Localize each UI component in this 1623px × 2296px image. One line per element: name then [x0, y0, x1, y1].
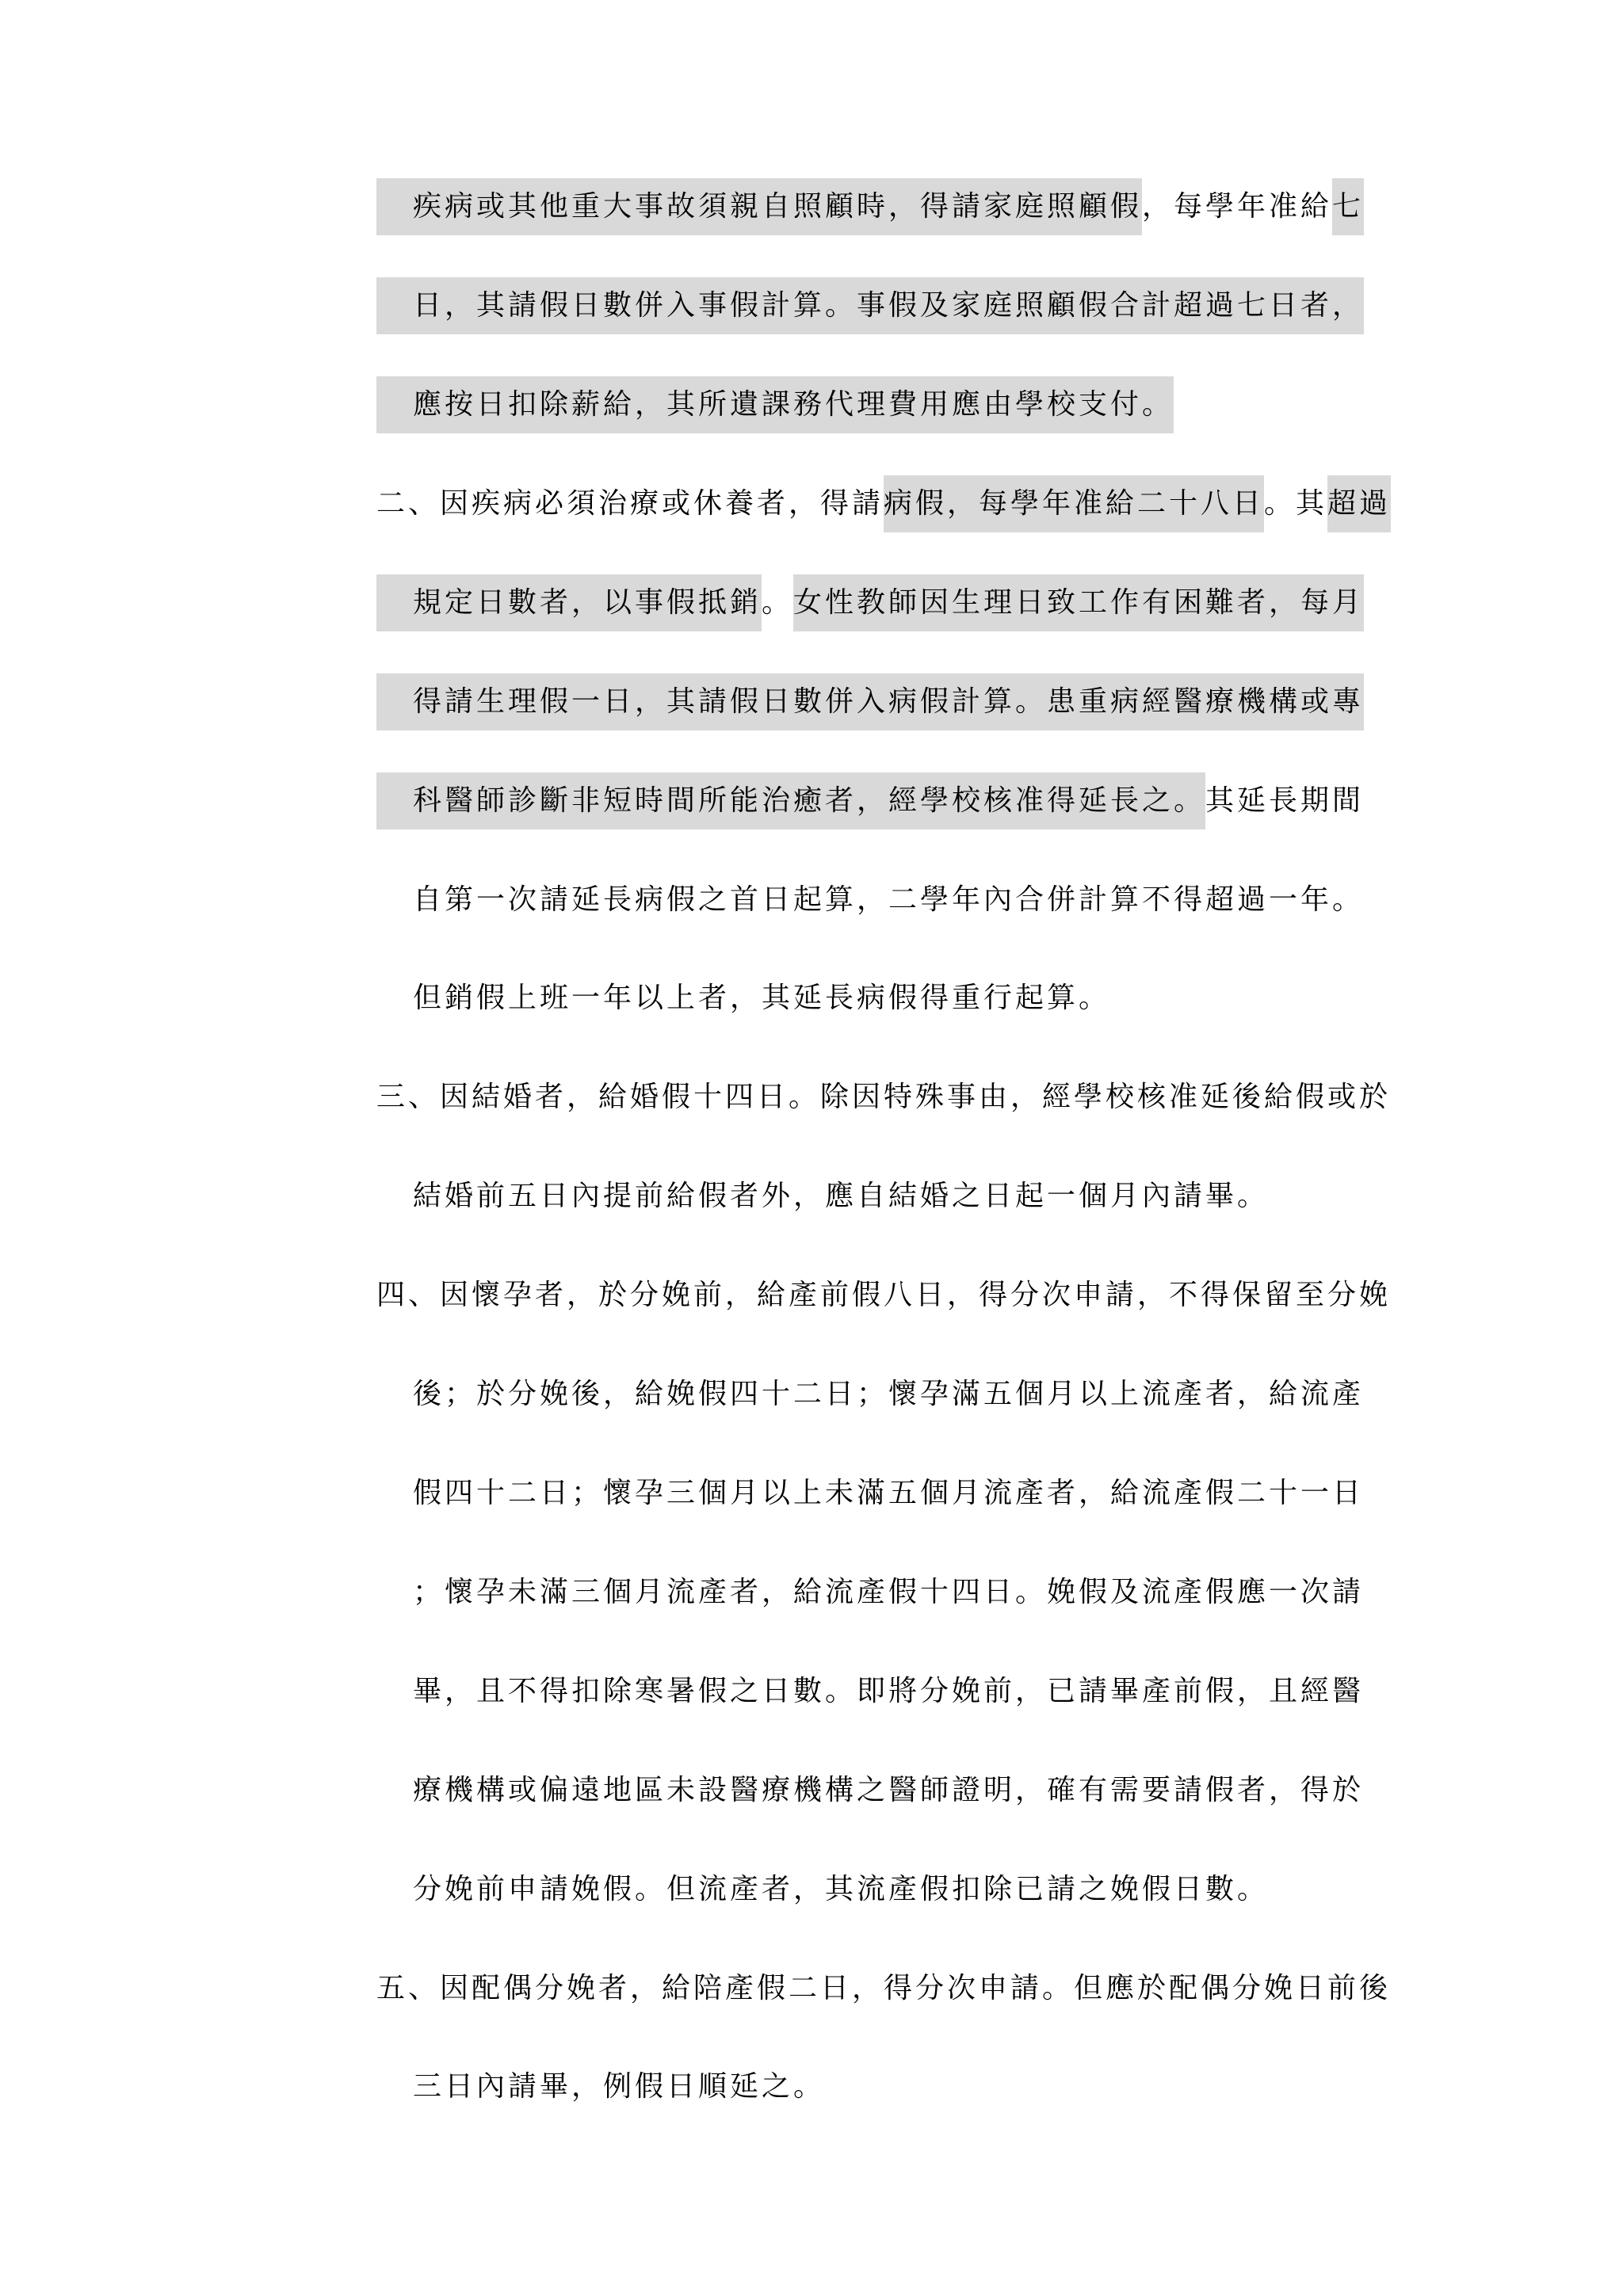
text-line	[376, 1168, 1269, 1225]
indent	[376, 1465, 413, 1522]
text-line	[376, 574, 1364, 631]
indent	[376, 1564, 413, 1621]
text-line	[376, 1267, 1391, 1324]
text-segment: 其延長期間	[1205, 784, 1365, 817]
highlighted-text: 疾病或其他重大事故須親自照顧時，得請家庭照顧假	[413, 178, 1142, 235]
text-segment: 。其	[1264, 487, 1328, 520]
highlighted-text: 規定日數者，以事假抵銷	[413, 574, 762, 631]
text-segment: 三日內請畢，例假日順延之。	[413, 2070, 826, 2103]
text-segment: 。	[762, 586, 794, 619]
text-line	[376, 1069, 1391, 1126]
indent	[376, 871, 413, 929]
indent	[376, 673, 413, 730]
text-segment: 二、因疾病必須治療或休養者，得請	[376, 487, 884, 520]
indent	[376, 1762, 413, 1819]
text-segment: ；懷孕未滿三個月流產者，給流產假十四日。娩假及流產假應一次請	[413, 1576, 1365, 1608]
text-segment: 假四十二日；懷孕三個月以上未滿五個月流產者，給流產假二十一日	[413, 1477, 1365, 1509]
text-segment: 畢，且不得扣除寒暑假之日數。即將分娩前，已請畢產前假，且經醫	[413, 1675, 1365, 1707]
text-line	[376, 673, 1364, 730]
indent	[376, 178, 413, 235]
text-line	[376, 1762, 1364, 1819]
indent	[376, 1663, 413, 1720]
text-line	[376, 772, 1364, 830]
text-segment: 三、因結婚者，給婚假十四日。除因特殊事由，經學校核准延後給假或於	[376, 1081, 1392, 1113]
highlighted-text: 得請生理假一日，其請假日數併入病假計算。患重病經醫療機構或專	[413, 673, 1364, 730]
text-segment: 五、因配偶分娩者，給陪產假二日，得分次申請。但應於配偶分娩日前後	[376, 1972, 1392, 2004]
text-segment: 療機構或偏遠地區未設醫療機構之醫師證明，確有需要請假者，得於	[413, 1774, 1365, 1806]
text-line	[376, 2058, 825, 2115]
text-line	[376, 1465, 1364, 1522]
highlighted-text: 應按日扣除薪給，其所遺課務代理費用應由學校支付。	[413, 376, 1174, 433]
highlighted-text: 七	[1332, 178, 1364, 235]
indent	[376, 2058, 413, 2115]
indent	[376, 772, 413, 830]
indent	[376, 574, 413, 631]
indent	[376, 376, 413, 433]
text-segment: 分娩前申請娩假。但流產者，其流產假扣除已請之娩假日數。	[413, 1873, 1270, 1905]
highlighted-text: 科醫師診斷非短時間所能治癒者，經學校核准得延長之。	[413, 772, 1205, 830]
text-segment: 自第一次請延長病假之首日起算，二學年內合併計算不得超過一年。	[413, 883, 1365, 916]
text-line	[376, 178, 1364, 235]
highlighted-text: 女性教師因生理日致工作有困難者，每月	[793, 574, 1364, 631]
text-line	[376, 277, 1364, 334]
indent	[376, 1168, 413, 1225]
text-segment: 結婚前五日內提前給假者外，應自結婚之日起一個月內請畢。	[413, 1180, 1270, 1212]
text-segment: 後；於分娩後，給娩假四十二日；懷孕滿五個月以上流產者，給流產	[413, 1378, 1365, 1410]
text-line	[376, 1861, 1269, 1918]
text-line	[376, 376, 1174, 433]
indent	[376, 277, 413, 334]
indent	[376, 1366, 413, 1423]
indent	[376, 970, 413, 1027]
text-line	[376, 1960, 1391, 2017]
indent	[376, 1861, 413, 1918]
text-line	[376, 871, 1364, 929]
highlighted-text: 日，其請假日數併入事假計算。事假及家庭照顧假合計超過七日者，	[413, 277, 1364, 334]
text-line	[376, 1366, 1364, 1423]
text-segment: 四、因懷孕者，於分娩前，給產前假八日，得分次申請，不得保留至分娩	[376, 1279, 1392, 1311]
text-line	[376, 970, 1110, 1027]
text-line	[376, 1663, 1364, 1720]
text-line	[376, 1564, 1364, 1621]
highlighted-text: 超過	[1327, 475, 1391, 532]
text-segment: ，每學年准給	[1142, 190, 1333, 223]
highlighted-text: 病假，每學年准給二十八日	[884, 475, 1264, 532]
text-segment: 但銷假上班一年以上者，其延長病假得重行起算。	[413, 982, 1111, 1014]
text-line	[376, 475, 1391, 532]
